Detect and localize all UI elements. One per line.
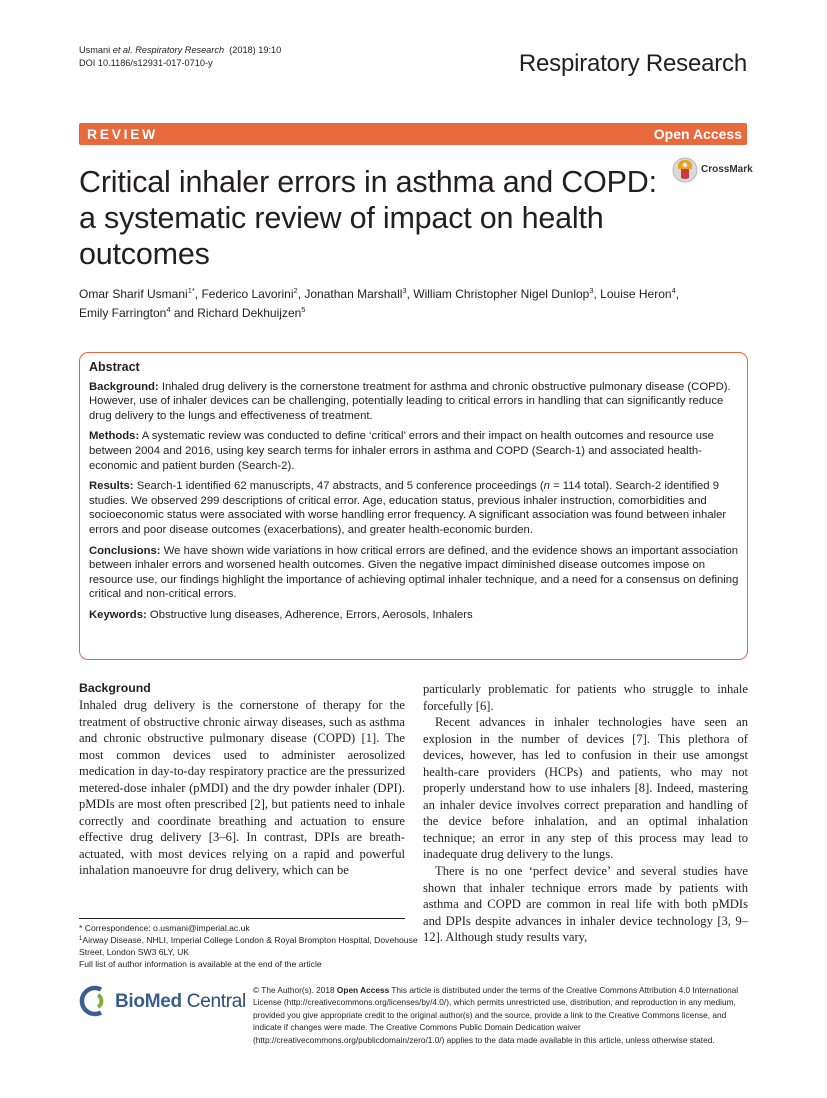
body-column-right	[423, 681, 748, 946]
affiliation-1	[79, 934, 419, 958]
correspondence[interactable]: * Correspondence: o.usmani@imperial.ac.uk	[79, 923, 250, 933]
title-line-3: outcomes	[79, 237, 210, 271]
author-affiliation: 4	[671, 286, 676, 295]
abstract-methods-text: A systematic review was conducted to define ‘critical’ errors and their impact on health outcomes and resource use between 2004 and 2016, using key search terms for inhaler errors in asthma and COPD (Search-1) and associated health-economic and patient burden (Search-2).	[89, 430, 714, 472]
biomed-central-logo-icon	[79, 985, 111, 1017]
doi[interactable]: DOI 10.1186/s12931-017-0710-y	[79, 58, 213, 68]
citation-journal: Respiratory Research	[135, 45, 225, 55]
author[interactable]: Emily Farrington	[79, 306, 167, 320]
author-affiliation: 2	[293, 286, 298, 295]
author-affiliation: 4	[166, 305, 171, 314]
author-separator: ,	[406, 287, 414, 301]
abstract-results-text-a: Search-1 identified 62 manuscripts, 47 abstracts, and 5 conference proceedings (	[136, 480, 544, 493]
author-separator: ,	[194, 287, 202, 301]
author-separator: ,	[593, 287, 601, 301]
abstract-methods-label: Methods:	[89, 430, 140, 443]
abstract-heading: Abstract	[89, 360, 140, 374]
author[interactable]: William Christopher Nigel Dunlop	[413, 287, 590, 301]
abstract-methods	[89, 429, 739, 473]
abstract-conclusions-label: Conclusions:	[89, 544, 161, 557]
abstract-results-n: n	[543, 480, 550, 493]
abstract-keywords-text: Obstructive lung diseases, Adherence, Errors, Aerosols, Inhalers	[149, 608, 473, 621]
license-open-access: Open Access	[336, 985, 390, 995]
journal-name: Respiratory Research	[518, 50, 747, 77]
author[interactable]: Richard Dekhuijzen	[197, 306, 302, 320]
author[interactable]: Louise Heron	[600, 287, 672, 301]
citation-etal: et al.	[112, 45, 133, 55]
citation-year-pages: (2018) 19:10	[229, 45, 282, 55]
abstract-content	[89, 360, 739, 629]
open-access-label: Open Access	[653, 126, 742, 142]
author-separator: ,	[297, 287, 305, 301]
body-paragraph-1-continued: particularly problematic for patients who struggle to inhale forcefully [6].	[423, 682, 748, 713]
title-line-1: Critical inhaler errors in asthma and COPD:	[79, 165, 657, 199]
body-paragraph-3: There is no one ‘perfect device’ and several studies have shown that inhaler technique errors made by patients with asthma and COPD are common in real life with both pMDIs and DPIs despite advances in inhaler device technology [3, 9–12]. Although study results vary,	[423, 864, 748, 945]
abstract-keywords-label: Keywords:	[89, 608, 147, 621]
article-type-label: REVIEW	[87, 126, 158, 142]
author[interactable]: Omar Sharif Usmani	[79, 287, 188, 301]
citation-author: Usmani	[79, 45, 111, 55]
abstract-results	[89, 479, 739, 537]
citation-line	[79, 44, 281, 57]
biomed-central-wordmark	[115, 991, 246, 1013]
wordmark-regular: Central	[181, 991, 246, 1012]
crossmark-label: CrossMark	[701, 164, 753, 175]
biomed-central-logo[interactable]	[79, 985, 249, 1019]
author[interactable]: Federico Lavorini	[201, 287, 294, 301]
crossmark-badge[interactable]	[672, 157, 776, 185]
abstract-keywords	[89, 608, 739, 623]
author-separator: ,	[675, 287, 680, 301]
author-affiliation: 3	[402, 286, 407, 295]
body-paragraph-2: Recent advances in inhaler technologies have seen an explosion in the number of devices [7]. This plethora of devices, however, has led to confusion in their use amongst health-care providers (HCPs) and patients, who may not properly understand how to use inhalers [8]. Indeed, mastering an inhaler device involves correct preparation and handling of the device before inhalation, and an optimal inhalation technique; an error in any step of this process may lead to inadequate drug delivery to the lungs.	[423, 715, 748, 862]
author-separator: and	[170, 306, 198, 320]
author-affiliation: 5	[301, 305, 306, 314]
footnote-divider	[79, 918, 405, 919]
abstract-background-text: Inhaled drug delivery is the cornerstone treatment for asthma and chronic obstructive pulmonary disease (COPD). However, use of inhaler devices can be challenging, potentially leading to critical errors in handling that can significantly reduce drug delivery to the lungs and effectiveness of treatment.	[89, 380, 731, 422]
title-line-2: a systematic review of impact on health	[79, 201, 604, 235]
abstract-results-text-b: = 114 total). Search-2 identified 9 studies. We observed 299 descriptions of critical error. Age, education status, previous inhaler instruction, comorbidities and socioeconomic status were associated with worse handling error frequency. A significant association was found between inhaler errors and poor disease outcomes (exacerbations), and greater health-economic burden.	[89, 480, 727, 536]
abstract-background-label: Background:	[89, 380, 159, 393]
affiliation-text: Airway Disease, NHLI, Imperial College London & Royal Brompton Hospital, Dovehouse Street, London SW3 6LY, UK	[79, 935, 418, 957]
full-author-info-note: Full list of author information is available at the end of the article	[79, 959, 322, 969]
section-heading-background: Background	[79, 681, 151, 695]
license-text: This article is distributed under the terms of the Creative Commons Attribution 4.0 International License (http://creativecommons.org/licenses/by/4.0/), which permits unrestricted use, distribution, and reproduction in any medium, provided you give appropriate credit to the original author(s) and the source, provide a link to the Creative Commons license, and indicate if changes were made. The Creative Commons Public Domain Dedication waiver (http://creativecommons.org/publicdomain/zero/1.0/) applies to the data made available in this article, unless otherwise stated.	[253, 985, 739, 1045]
body-paragraph-1: Inhaled drug delivery is the cornerstone of therapy for the treatment of obstructive chronic airway diseases, such as asthma and chronic obstructive pulmonary disease (COPD) [1]. The most common devices used to administer aerosolized medication in day-to-day respiratory practice are the pressurized metered-dose inhaler (pMDI) and the dry powder inhaler (DPI). pMDIs are most often prescribed [2], but patients need to inhale correctly and coordinate breathing and actuation to ensure effective drug delivery [3–6]. In contrast, DPIs are breath-actuated, with most devices relying on a rapid and powerful inhalation manoeuvre for drug delivery, which can be	[79, 698, 405, 878]
author-affiliation: 3	[589, 286, 594, 295]
article-type-banner	[79, 123, 747, 145]
citation-block	[79, 44, 281, 70]
footnotes	[79, 922, 419, 970]
abstract-conclusions-text: We have shown wide variations in how critical errors are defined, and the evidence shows an important association between inhaler errors and worsened health outcomes. Given the negative impact diminished disease outcomes impose on resource use, our findings highlight the importance of achieving optimal inhaler technique, and a need for a consensus on defining critical and non-critical errors.	[89, 544, 739, 601]
license-statement	[253, 984, 753, 1046]
abstract-conclusions	[89, 544, 739, 602]
abstract-box	[79, 352, 748, 660]
body-column-left	[79, 681, 405, 879]
wordmark-bold: BioMed	[115, 991, 182, 1012]
author-affiliation: 1*	[187, 286, 195, 295]
author[interactable]: Jonathan Marshall	[304, 287, 403, 301]
author-list	[79, 285, 749, 323]
abstract-results-label: Results:	[89, 480, 134, 493]
article-title	[79, 164, 679, 272]
abstract-background	[89, 380, 739, 424]
license-copyright: © The Author(s). 2018	[253, 985, 335, 995]
affiliation-number: 1	[79, 936, 83, 942]
